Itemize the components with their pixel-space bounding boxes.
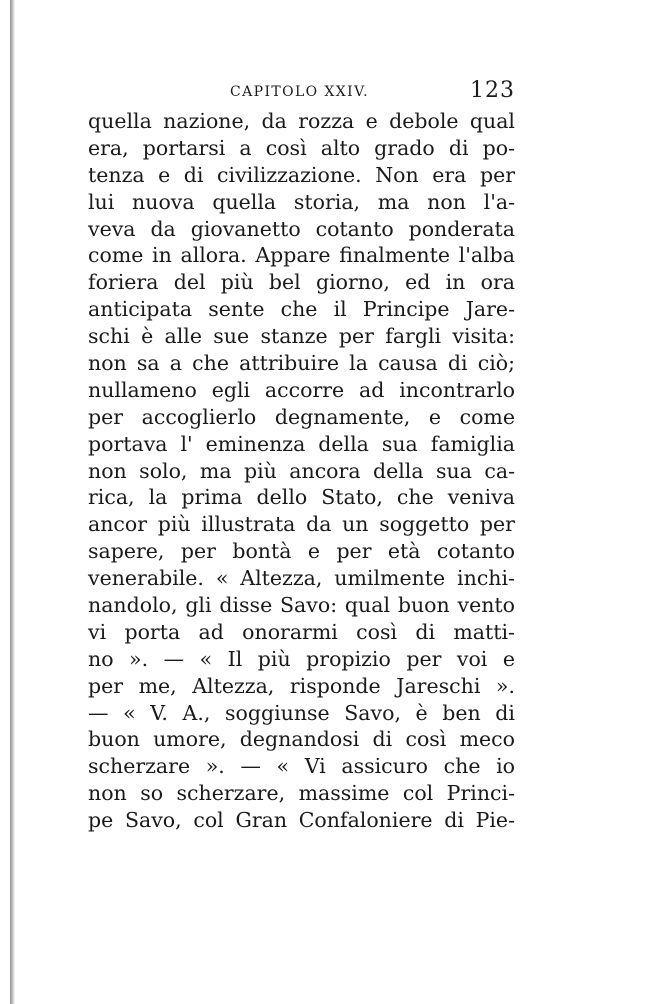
- text-line: portava l' eminenza della sua famiglia: [88, 431, 515, 456]
- text-line: sapere, per bontà e per età cotanto: [88, 539, 515, 564]
- text-line: tenza e di civilizzazione. Non era per: [88, 162, 515, 187]
- text-line: venerabile. « Altezza, umilmente inchi-: [88, 566, 515, 591]
- text-line: per me, Altezza, risponde Jareschi ».: [88, 673, 515, 698]
- text-line: — « V. A., soggiunse Savo, è ben di: [88, 700, 515, 725]
- text-line: scherzare ». — « Vi assicuro che io: [88, 754, 515, 779]
- binding-gutter-shadow: [10, 0, 15, 1004]
- text-line: vi porta ad onorarmi così di matti-: [88, 619, 515, 644]
- text-line: anticipata sente che il Principe Jare-: [88, 297, 515, 322]
- text-line: veva da giovanetto cotanto ponderata: [88, 216, 515, 241]
- page-number: 123: [470, 78, 515, 103]
- text-line: nullameno egli accorre ad incontrarlo: [88, 377, 515, 402]
- text-line: non sa a che attribuire la causa di ciò;: [88, 351, 515, 376]
- text-line: per accoglierlo degnamente, e come: [88, 404, 515, 429]
- text-line: non so scherzare, massime col Princi-: [88, 781, 515, 806]
- text-line: quella nazione, da rozza e debole qual: [88, 109, 515, 133]
- body-text: [88, 108, 515, 834]
- text-line: nandolo, gli disse Savo: qual buon vento: [88, 593, 515, 618]
- text-line: buon umore, degnandosi di così meco: [88, 727, 515, 752]
- text-line: pe Savo, col Gran Confaloniere di Pie-: [88, 808, 515, 833]
- text-line: schi è alle sue stanze per fargli visita:: [88, 324, 515, 349]
- text-line: no ». — « Il più propizio per voi e: [88, 646, 515, 671]
- text-line: rica, la prima dello Stato, che veniva: [88, 485, 515, 510]
- text-line: lui nuova quella storia, ma non l'a-: [88, 189, 515, 214]
- text-line: era, portarsi a così alto grado di po-: [88, 135, 515, 160]
- text-line: foriera del più bel giorno, ed in ora: [88, 270, 515, 295]
- text-line: non solo, ma più ancora della sua ca-: [88, 458, 515, 483]
- text-line: come in allora. Appare finalmente l'alba: [88, 243, 515, 268]
- running-title: CAPITOLO XXIV.: [230, 84, 369, 100]
- page-header: [88, 78, 515, 106]
- text-line: ancor più illustrata da un soggetto per: [88, 512, 515, 537]
